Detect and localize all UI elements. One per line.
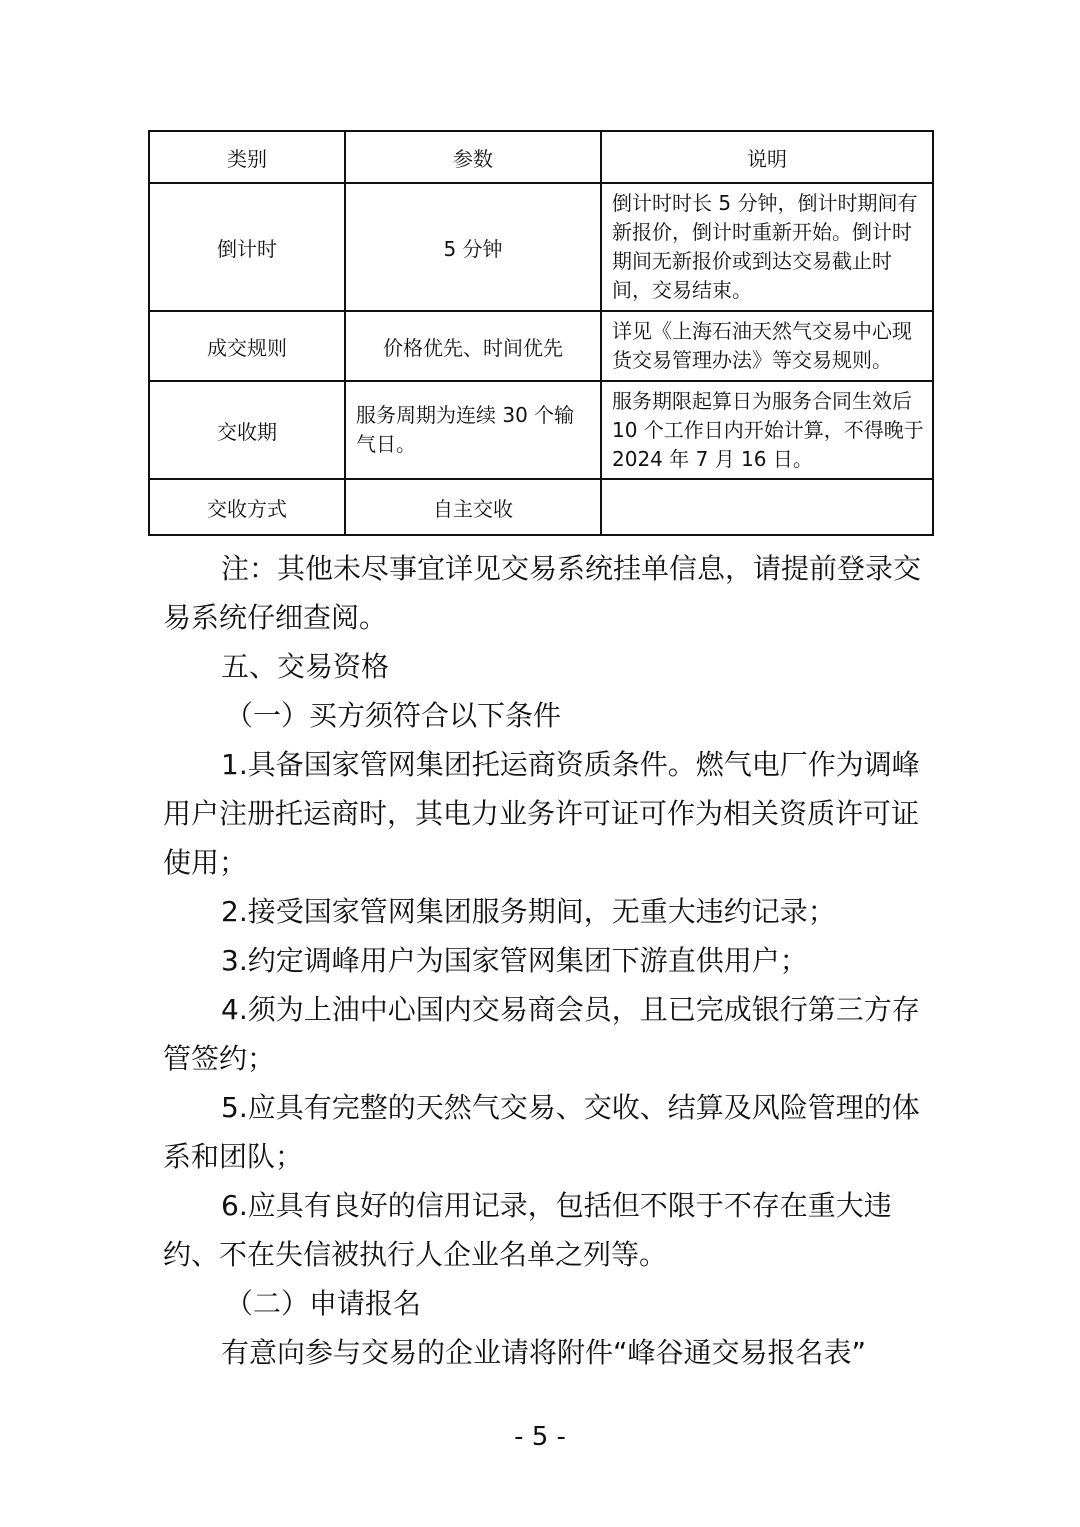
cell-param: 服务周期为连续 30 个输气日。 [345, 381, 601, 479]
page-number: - 5 - [514, 1422, 566, 1452]
list-item: 5.应具有完整的天然气交易、交收、结算及风险管理的体系和团队； [163, 1091, 920, 1173]
header-param: 参数 [345, 131, 601, 183]
subsection-heading: （一）买方须符合以下条件 [225, 699, 562, 732]
cell-category: 倒计时 [149, 183, 345, 311]
table-row [149, 183, 933, 311]
document-body [163, 544, 923, 1377]
list-item: 1.具备国家管网集团托运商资质条件。燃气电厂作为调峰用户注册托运商时，其电力业务许可证可作为相关资质许可证使用； [163, 748, 920, 879]
body-paragraph: 有意向参与交易的企业请将附件“峰谷通交易报名表” [221, 1336, 867, 1369]
list-item: 3.约定调峰用户为国家管网集团下游直供用户； [221, 944, 808, 977]
cell-category: 成交规则 [149, 311, 345, 381]
header-category: 类别 [149, 131, 345, 183]
cell-desc: 服务期限起算日为服务合同生效后 10 个工作日内开始计算，不得晚于 2024 年 7 月 16 日。 [601, 381, 933, 479]
subsection-heading: （二）申请报名 [225, 1287, 422, 1320]
list-item: 6.应具有良好的信用记录，包括但不限于不存在重大违约、不在失信被执行人企业名单之列等。 [163, 1189, 892, 1271]
cell-desc [601, 479, 933, 535]
cell-category: 交收方式 [149, 479, 345, 535]
cell-param: 5 分钟 [345, 183, 601, 311]
section-heading: 五、交易资格 [221, 650, 390, 683]
header-desc: 说明 [601, 131, 933, 183]
table-row [149, 381, 933, 479]
list-item: 2.接受国家管网集团服务期间，无重大违约记录； [221, 895, 836, 928]
cell-param: 价格优先、时间优先 [345, 311, 601, 381]
table-header-row [149, 131, 933, 183]
table-row [149, 311, 933, 381]
cell-desc: 详见《上海石油天然气交易中心现货交易管理办法》等交易规则。 [601, 311, 933, 381]
table-row [149, 479, 933, 535]
parameters-table [148, 130, 934, 536]
cell-param: 自主交收 [345, 479, 601, 535]
cell-category: 交收期 [149, 381, 345, 479]
note-paragraph: 注：其他未尽事宜详见交易系统挂单信息，请提前登录交易系统仔细查阅。 [163, 552, 922, 634]
list-item: 4.须为上油中心国内交易商会员，且已完成银行第三方存管签约； [163, 993, 920, 1075]
cell-desc: 倒计时时长 5 分钟，倒计时期间有新报价，倒计时重新开始。倒计时期间无新报价或到达交易截止时间，交易结束。 [601, 183, 933, 311]
